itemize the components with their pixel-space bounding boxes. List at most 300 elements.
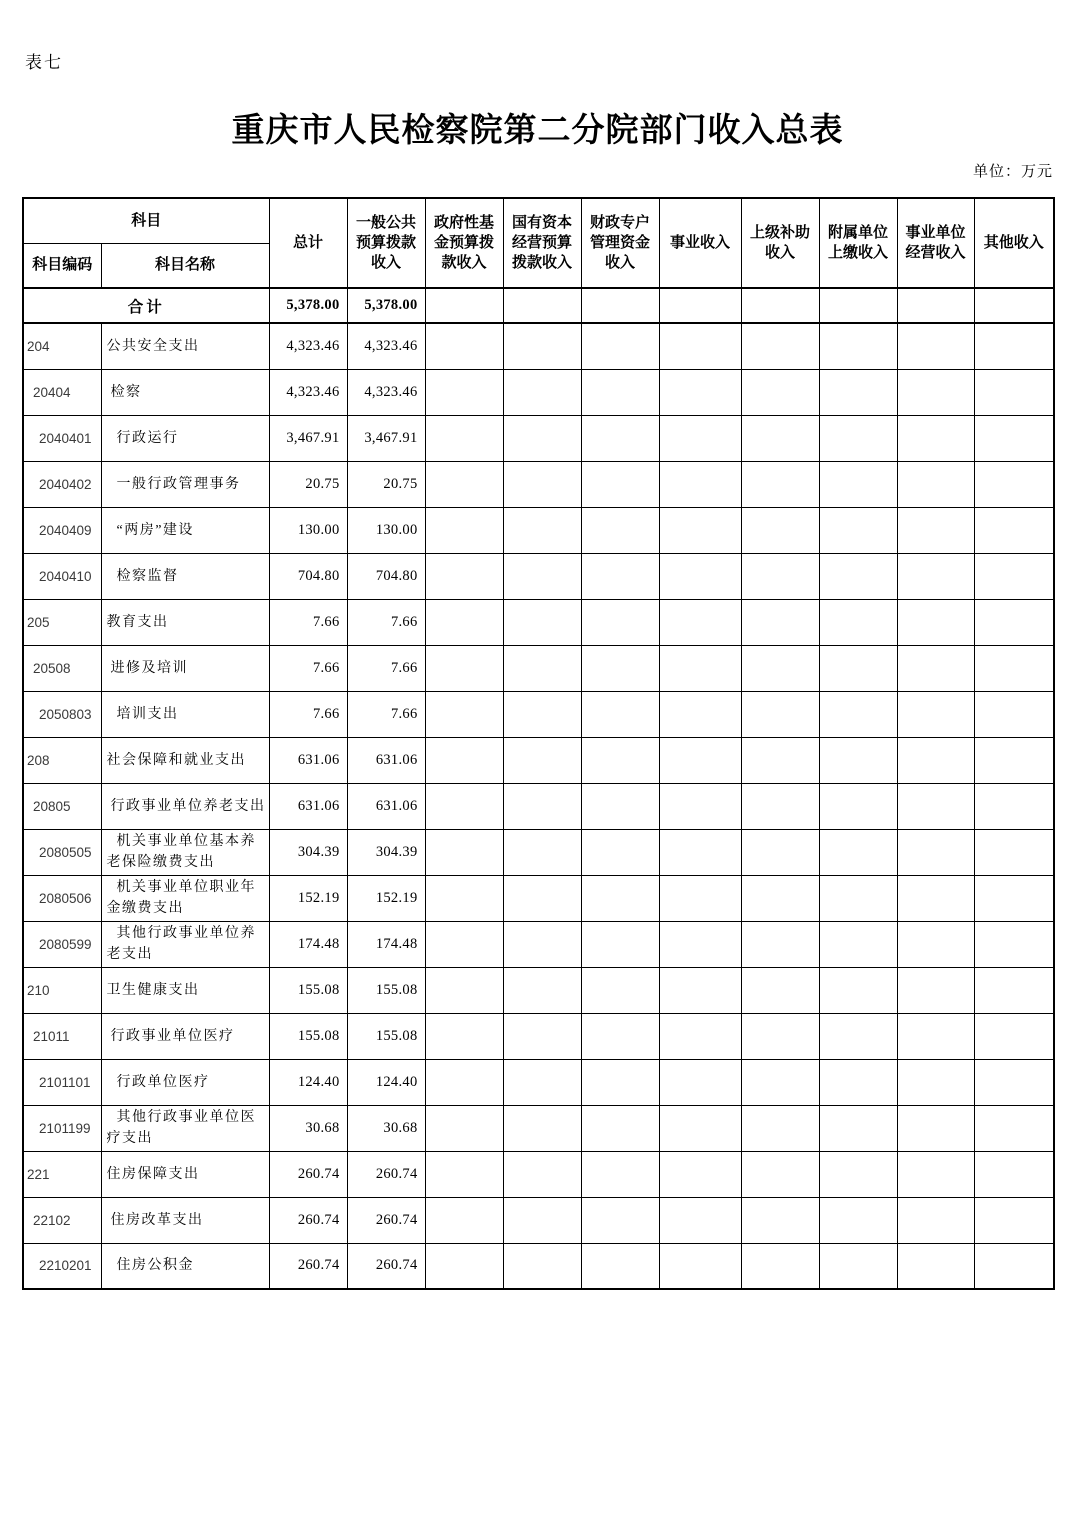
- empty-cell: [741, 1013, 819, 1059]
- subject-code-cell: 2040410: [23, 553, 101, 599]
- empty-cell: [425, 967, 503, 1013]
- empty-cell: [581, 599, 659, 645]
- empty-cell: [503, 323, 581, 369]
- total-value-cell: 7.66: [269, 599, 347, 645]
- empty-cell: [819, 553, 897, 599]
- empty-cell: [659, 875, 741, 921]
- empty-cell: [581, 829, 659, 875]
- header-subject-code: 科目编码: [23, 243, 101, 288]
- general-public-budget-value-cell: 7.66: [347, 645, 425, 691]
- total-value-cell: 30.68: [269, 1105, 347, 1151]
- subject-name-cell: 其他行政事业单位医疗支出: [101, 1105, 269, 1151]
- empty-cell: [974, 323, 1054, 369]
- subject-name-cell: 检察: [101, 369, 269, 415]
- total-value-cell: 3,467.91: [269, 415, 347, 461]
- general-public-budget-value-cell: 3,467.91: [347, 415, 425, 461]
- empty-cell: [425, 921, 503, 967]
- subject-code-cell: 2080506: [23, 875, 101, 921]
- empty-cell: [425, 875, 503, 921]
- empty-cell: [741, 875, 819, 921]
- empty-cell: [974, 1059, 1054, 1105]
- empty-cell: [897, 599, 974, 645]
- empty-cell: [897, 921, 974, 967]
- general-public-budget-value-cell: 260.74: [347, 1197, 425, 1243]
- empty-cell: [741, 1059, 819, 1105]
- empty-cell: [974, 783, 1054, 829]
- empty-cell: [581, 1197, 659, 1243]
- empty-cell: [897, 691, 974, 737]
- subject-name-cell: 行政事业单位医疗: [101, 1013, 269, 1059]
- empty-cell: [974, 1105, 1054, 1151]
- empty-cell: [819, 967, 897, 1013]
- empty-cell: [581, 1059, 659, 1105]
- subject-name-cell: “两房”建设: [101, 507, 269, 553]
- empty-cell: [503, 645, 581, 691]
- total-value-cell: 152.19: [269, 875, 347, 921]
- general-public-budget-value-cell: 631.06: [347, 783, 425, 829]
- header-subject-group: 科目: [23, 198, 269, 243]
- empty-cell: [425, 1197, 503, 1243]
- table-row: [23, 415, 1054, 461]
- empty-cell: [741, 369, 819, 415]
- total-value-cell: 7.66: [269, 691, 347, 737]
- empty-cell: [659, 1013, 741, 1059]
- empty-cell: [503, 1197, 581, 1243]
- empty-cell: [897, 507, 974, 553]
- empty-cell: [659, 1059, 741, 1105]
- subject-code-cell: 210: [23, 967, 101, 1013]
- empty-cell: [503, 829, 581, 875]
- empty-cell: [659, 921, 741, 967]
- table-row: [23, 921, 1054, 967]
- empty-cell: [659, 967, 741, 1013]
- subject-code-cell: 2080505: [23, 829, 101, 875]
- empty-cell: [819, 461, 897, 507]
- empty-cell: [581, 783, 659, 829]
- empty-cell: [741, 507, 819, 553]
- empty-cell: [425, 829, 503, 875]
- empty-cell: [741, 1151, 819, 1197]
- empty-cell: [974, 1197, 1054, 1243]
- empty-cell: [425, 1059, 503, 1105]
- empty-cell: [659, 323, 741, 369]
- general-public-budget-value-cell: 152.19: [347, 875, 425, 921]
- general-public-budget-value-cell: 260.74: [347, 1151, 425, 1197]
- subject-code-cell: 208: [23, 737, 101, 783]
- header-col-fiscal-special-account: 财政专户管理资金收入: [581, 198, 659, 288]
- table-row: [23, 1151, 1054, 1197]
- empty-cell: [819, 599, 897, 645]
- general-public-budget-value-cell: 155.08: [347, 1013, 425, 1059]
- empty-cell: [581, 461, 659, 507]
- empty-cell: [741, 737, 819, 783]
- table-row: [23, 1197, 1054, 1243]
- general-public-budget-value-cell: 304.39: [347, 829, 425, 875]
- empty-cell: [581, 369, 659, 415]
- empty-cell: [741, 415, 819, 461]
- subject-name-cell: 其他行政事业单位养老支出: [101, 921, 269, 967]
- empty-cell: [897, 829, 974, 875]
- empty-cell: [425, 691, 503, 737]
- subject-name-cell: 一般行政管理事务: [101, 461, 269, 507]
- subject-name-cell: 检察监督: [101, 553, 269, 599]
- table-body: [23, 288, 1054, 1289]
- subject-code-cell: 205: [23, 599, 101, 645]
- table-row: [23, 507, 1054, 553]
- empty-cell: [819, 1059, 897, 1105]
- empty-cell: [581, 737, 659, 783]
- empty-cell: [425, 737, 503, 783]
- empty-cell: [503, 1243, 581, 1289]
- total-value-cell: 20.75: [269, 461, 347, 507]
- general-public-budget-value-cell: 174.48: [347, 921, 425, 967]
- subject-code-cell: 2210201: [23, 1243, 101, 1289]
- empty-cell: [659, 691, 741, 737]
- empty-cell: [581, 875, 659, 921]
- empty-cell: [819, 1197, 897, 1243]
- empty-cell: [659, 737, 741, 783]
- empty-cell: [659, 369, 741, 415]
- empty-cell: [581, 645, 659, 691]
- empty-cell: [581, 553, 659, 599]
- total-row-total-value: 5,378.00: [269, 288, 347, 323]
- table-number-label: 表七: [25, 53, 63, 72]
- empty-cell: [819, 875, 897, 921]
- empty-cell: [581, 921, 659, 967]
- empty-cell: [741, 967, 819, 1013]
- subject-code-cell: 2101101: [23, 1059, 101, 1105]
- table-row: [23, 783, 1054, 829]
- general-public-budget-value-cell: 631.06: [347, 737, 425, 783]
- subject-name-cell: 机关事业单位职业年金缴费支出: [101, 875, 269, 921]
- table-row: [23, 323, 1054, 369]
- total-value-cell: 4,323.46: [269, 323, 347, 369]
- empty-cell: [897, 1013, 974, 1059]
- empty-cell: [503, 967, 581, 1013]
- empty-cell: [503, 1013, 581, 1059]
- empty-cell: [974, 829, 1054, 875]
- total-value-cell: 4,323.46: [269, 369, 347, 415]
- empty-cell: [741, 691, 819, 737]
- empty-cell: [741, 921, 819, 967]
- empty-cell: [819, 645, 897, 691]
- subject-code-cell: 20404: [23, 369, 101, 415]
- subject-name-cell: 住房改革支出: [101, 1197, 269, 1243]
- income-summary-table: [22, 197, 1055, 1290]
- empty-cell: [503, 1105, 581, 1151]
- table-row: [23, 875, 1054, 921]
- table-row: [23, 967, 1054, 1013]
- empty-cell: [741, 599, 819, 645]
- subject-code-cell: 2101199: [23, 1105, 101, 1151]
- empty-cell: [503, 553, 581, 599]
- empty-cell: [897, 415, 974, 461]
- header-col-institution-income: 事业收入: [659, 198, 741, 288]
- empty-cell: [659, 415, 741, 461]
- table-row: [23, 553, 1054, 599]
- empty-cell: [819, 921, 897, 967]
- total-value-cell: 7.66: [269, 645, 347, 691]
- empty-cell: [425, 461, 503, 507]
- empty-cell: [897, 783, 974, 829]
- empty-cell: [503, 507, 581, 553]
- empty-cell: [974, 553, 1054, 599]
- table-row: [23, 599, 1054, 645]
- empty-cell: [974, 967, 1054, 1013]
- empty-cell: [897, 1243, 974, 1289]
- empty-cell: [581, 1013, 659, 1059]
- empty-cell: [503, 921, 581, 967]
- total-value-cell: 260.74: [269, 1243, 347, 1289]
- empty-cell: [974, 875, 1054, 921]
- table-row: [23, 737, 1054, 783]
- subject-code-cell: 221: [23, 1151, 101, 1197]
- subject-name-cell: 教育支出: [101, 599, 269, 645]
- total-value-cell: 631.06: [269, 737, 347, 783]
- empty-cell: [659, 553, 741, 599]
- empty-cell: [581, 967, 659, 1013]
- unit-label: 单位：万元: [972, 164, 1053, 180]
- subject-name-cell: 卫生健康支出: [101, 967, 269, 1013]
- empty-cell: [581, 691, 659, 737]
- empty-cell: [425, 1151, 503, 1197]
- general-public-budget-value-cell: 4,323.46: [347, 369, 425, 415]
- general-public-budget-value-cell: 7.66: [347, 691, 425, 737]
- general-public-budget-value-cell: 7.66: [347, 599, 425, 645]
- empty-cell: [503, 691, 581, 737]
- empty-cell: [659, 461, 741, 507]
- subject-name-cell: 行政运行: [101, 415, 269, 461]
- empty-cell: [819, 507, 897, 553]
- general-public-budget-value-cell: 704.80: [347, 553, 425, 599]
- empty-cell: [503, 369, 581, 415]
- empty-cell: [581, 1151, 659, 1197]
- empty-cell: [974, 1151, 1054, 1197]
- empty-cell: [581, 1105, 659, 1151]
- empty-cell: [974, 691, 1054, 737]
- empty-cell: [581, 323, 659, 369]
- empty-cell: [425, 645, 503, 691]
- general-public-budget-value-cell: 130.00: [347, 507, 425, 553]
- empty-cell: [425, 507, 503, 553]
- subject-code-cell: 20508: [23, 645, 101, 691]
- empty-cell: [425, 783, 503, 829]
- total-row-label: 合计: [23, 288, 269, 323]
- general-public-budget-value-cell: 155.08: [347, 967, 425, 1013]
- total-value-cell: 704.80: [269, 553, 347, 599]
- table-row: [23, 1059, 1054, 1105]
- empty-cell: [897, 369, 974, 415]
- total-value-cell: 260.74: [269, 1151, 347, 1197]
- subject-name-cell: 公共安全支出: [101, 323, 269, 369]
- empty-cell: [819, 829, 897, 875]
- subject-name-cell: 住房保障支出: [101, 1151, 269, 1197]
- empty-cell: [974, 369, 1054, 415]
- table-row: [23, 1243, 1054, 1289]
- empty-cell: [425, 1105, 503, 1151]
- empty-cell: [819, 1013, 897, 1059]
- subject-code-cell: 2050803: [23, 691, 101, 737]
- header-col-general-public-budget: 一般公共预算拨款收入: [347, 198, 425, 288]
- empty-cell: [741, 829, 819, 875]
- empty-cell: [741, 323, 819, 369]
- empty-cell: [581, 415, 659, 461]
- empty-cell: [819, 737, 897, 783]
- total-value-cell: 304.39: [269, 829, 347, 875]
- subject-code-cell: 22102: [23, 1197, 101, 1243]
- empty-cell: [897, 875, 974, 921]
- empty-cell: [897, 288, 974, 323]
- empty-cell: [425, 288, 503, 323]
- subject-code-cell: 204: [23, 323, 101, 369]
- subject-code-cell: 2040402: [23, 461, 101, 507]
- subject-code-cell: 20805: [23, 783, 101, 829]
- table-row: [23, 369, 1054, 415]
- empty-cell: [897, 323, 974, 369]
- empty-cell: [659, 288, 741, 323]
- table-header: [23, 198, 1054, 288]
- subject-code-cell: 2040409: [23, 507, 101, 553]
- header-col-affiliated-unit-remittance: 附属单位上缴收入: [819, 198, 897, 288]
- subject-name-cell: 培训支出: [101, 691, 269, 737]
- empty-cell: [741, 783, 819, 829]
- header-col-government-fund-budget: 政府性基金预算拨款收入: [425, 198, 503, 288]
- empty-cell: [581, 288, 659, 323]
- empty-cell: [819, 369, 897, 415]
- total-value-cell: 260.74: [269, 1197, 347, 1243]
- empty-cell: [741, 1197, 819, 1243]
- subject-code-cell: 2040401: [23, 415, 101, 461]
- empty-cell: [741, 288, 819, 323]
- empty-cell: [819, 1243, 897, 1289]
- empty-cell: [974, 415, 1054, 461]
- empty-cell: [503, 1059, 581, 1105]
- empty-cell: [741, 645, 819, 691]
- empty-cell: [897, 645, 974, 691]
- empty-cell: [659, 1243, 741, 1289]
- header-row-1: [23, 198, 1054, 243]
- empty-cell: [425, 599, 503, 645]
- empty-cell: [741, 461, 819, 507]
- empty-cell: [741, 1243, 819, 1289]
- general-public-budget-value-cell: 4,323.46: [347, 323, 425, 369]
- header-col-institution-operating: 事业单位经营收入: [897, 198, 974, 288]
- empty-cell: [974, 288, 1054, 323]
- table-row: [23, 691, 1054, 737]
- empty-cell: [819, 415, 897, 461]
- empty-cell: [659, 645, 741, 691]
- empty-cell: [581, 1243, 659, 1289]
- total-value-cell: 130.00: [269, 507, 347, 553]
- empty-cell: [974, 921, 1054, 967]
- empty-cell: [659, 507, 741, 553]
- empty-cell: [503, 415, 581, 461]
- empty-cell: [897, 1059, 974, 1105]
- subject-name-cell: 行政事业单位养老支出: [101, 783, 269, 829]
- empty-cell: [974, 1243, 1054, 1289]
- empty-cell: [581, 507, 659, 553]
- empty-cell: [659, 829, 741, 875]
- empty-cell: [819, 1105, 897, 1151]
- empty-cell: [503, 875, 581, 921]
- empty-cell: [974, 599, 1054, 645]
- total-row: [23, 288, 1054, 323]
- empty-cell: [974, 507, 1054, 553]
- empty-cell: [659, 783, 741, 829]
- total-row-general-public-budget-value: 5,378.00: [347, 288, 425, 323]
- empty-cell: [897, 967, 974, 1013]
- subject-name-cell: 机关事业单位基本养老保险缴费支出: [101, 829, 269, 875]
- header-subject-name: 科目名称: [101, 243, 269, 288]
- empty-cell: [897, 461, 974, 507]
- subject-code-cell: 21011: [23, 1013, 101, 1059]
- subject-code-cell: 2080599: [23, 921, 101, 967]
- empty-cell: [819, 783, 897, 829]
- empty-cell: [741, 1105, 819, 1151]
- general-public-budget-value-cell: 124.40: [347, 1059, 425, 1105]
- empty-cell: [659, 1151, 741, 1197]
- page-title: 重庆市人民检察院第二分院部门收入总表: [231, 113, 844, 149]
- empty-cell: [897, 737, 974, 783]
- empty-cell: [741, 553, 819, 599]
- total-value-cell: 155.08: [269, 1013, 347, 1059]
- empty-cell: [659, 599, 741, 645]
- empty-cell: [425, 369, 503, 415]
- empty-cell: [897, 1197, 974, 1243]
- empty-cell: [819, 323, 897, 369]
- total-value-cell: 174.48: [269, 921, 347, 967]
- empty-cell: [503, 1151, 581, 1197]
- empty-cell: [659, 1197, 741, 1243]
- empty-cell: [974, 737, 1054, 783]
- empty-cell: [503, 737, 581, 783]
- table-row: [23, 645, 1054, 691]
- total-value-cell: 631.06: [269, 783, 347, 829]
- general-public-budget-value-cell: 20.75: [347, 461, 425, 507]
- header-col-other-income: 其他收入: [974, 198, 1054, 288]
- empty-cell: [425, 415, 503, 461]
- header-col-superior-subsidy: 上级补助收入: [741, 198, 819, 288]
- empty-cell: [425, 553, 503, 599]
- table-row: [23, 829, 1054, 875]
- empty-cell: [897, 1151, 974, 1197]
- header-col-total: 总计: [269, 198, 347, 288]
- table-row: [23, 1013, 1054, 1059]
- empty-cell: [503, 599, 581, 645]
- subject-name-cell: 社会保障和就业支出: [101, 737, 269, 783]
- empty-cell: [974, 1013, 1054, 1059]
- total-value-cell: 124.40: [269, 1059, 347, 1105]
- empty-cell: [503, 461, 581, 507]
- table-row: [23, 461, 1054, 507]
- general-public-budget-value-cell: 260.74: [347, 1243, 425, 1289]
- subject-name-cell: 行政单位医疗: [101, 1059, 269, 1105]
- general-public-budget-value-cell: 30.68: [347, 1105, 425, 1151]
- empty-cell: [503, 288, 581, 323]
- empty-cell: [425, 1013, 503, 1059]
- empty-cell: [974, 461, 1054, 507]
- empty-cell: [819, 691, 897, 737]
- empty-cell: [425, 1243, 503, 1289]
- header-col-state-capital-budget: 国有资本经营预算拨款收入: [503, 198, 581, 288]
- empty-cell: [819, 1151, 897, 1197]
- empty-cell: [425, 323, 503, 369]
- subject-name-cell: 进修及培训: [101, 645, 269, 691]
- total-value-cell: 155.08: [269, 967, 347, 1013]
- table-row: [23, 1105, 1054, 1151]
- empty-cell: [659, 1105, 741, 1151]
- subject-name-cell: 住房公积金: [101, 1243, 269, 1289]
